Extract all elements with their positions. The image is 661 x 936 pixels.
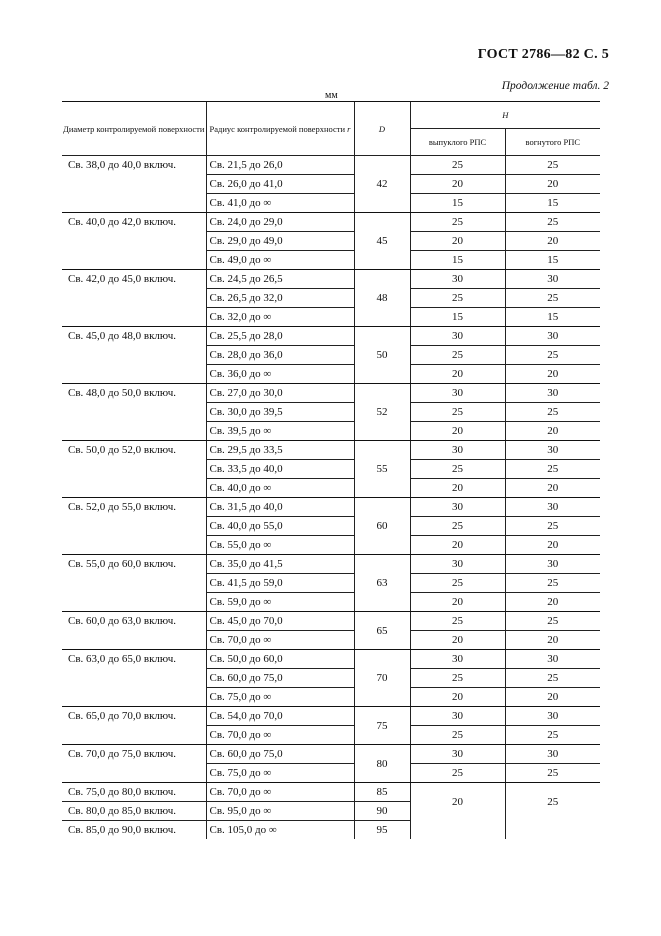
h-concave-cell: 30 bbox=[505, 498, 600, 517]
d-cell: 63 bbox=[354, 555, 410, 612]
h-concave-cell: 20 bbox=[505, 232, 600, 251]
d-cell: 52 bbox=[354, 384, 410, 441]
table-row bbox=[62, 498, 600, 517]
radius-cell: Св. 27,0 до 30,0 bbox=[206, 384, 354, 403]
h-convex-cell: 20 bbox=[410, 631, 505, 650]
h-convex-cell: 20 bbox=[410, 422, 505, 441]
table-row bbox=[62, 707, 600, 726]
diameter-cell: Св. 40,0 до 42,0 включ. bbox=[62, 213, 206, 270]
h-concave-cell: 25 bbox=[505, 346, 600, 365]
h-convex-cell: 20 bbox=[410, 536, 505, 555]
radius-cell: Св. 26,5 до 32,0 bbox=[206, 289, 354, 308]
h-concave-cell: 30 bbox=[505, 707, 600, 726]
diameter-cell: Св. 75,0 до 80,0 включ. bbox=[62, 783, 206, 802]
h-concave-cell: 30 bbox=[505, 650, 600, 669]
h-convex-cell: 20 bbox=[410, 175, 505, 194]
h-concave-cell: 30 bbox=[505, 555, 600, 574]
h-convex-cell: 25 bbox=[410, 403, 505, 422]
h-convex-cell: 30 bbox=[410, 384, 505, 403]
table-row bbox=[62, 156, 600, 175]
h-convex-cell: 25 bbox=[410, 289, 505, 308]
radius-cell: Св. 75,0 до ∞ bbox=[206, 688, 354, 707]
radius-cell: Св. 70,0 до ∞ bbox=[206, 783, 354, 802]
diameter-cell: Св. 60,0 до 63,0 включ. bbox=[62, 612, 206, 650]
h-concave-cell: 25 bbox=[505, 156, 600, 175]
radius-cell: Св. 95,0 до ∞ bbox=[206, 802, 354, 821]
radius-cell: Св. 54,0 до 70,0 bbox=[206, 707, 354, 726]
h-concave-cell: 25 bbox=[505, 726, 600, 745]
radius-cell: Св. 50,0 до 60,0 bbox=[206, 650, 354, 669]
radius-cell: Св. 70,0 до ∞ bbox=[206, 631, 354, 650]
d-cell: 65 bbox=[354, 612, 410, 650]
header-radius-symbol: r bbox=[347, 123, 351, 134]
d-cell: 45 bbox=[354, 213, 410, 270]
h-convex-cell: 30 bbox=[410, 707, 505, 726]
document-header: ГОСТ 2786—82 С. 5 bbox=[477, 47, 609, 62]
h-convex-cell: 15 bbox=[410, 251, 505, 270]
h-concave-cell: 25 bbox=[505, 289, 600, 308]
header-convex: выпуклого РПС bbox=[410, 129, 505, 156]
radius-cell: Св. 24,5 до 26,5 bbox=[206, 270, 354, 289]
radius-cell: Св. 33,5 до 40,0 bbox=[206, 460, 354, 479]
radius-cell: Св. 32,0 до ∞ bbox=[206, 308, 354, 327]
h-convex-cell: 20 bbox=[410, 479, 505, 498]
radius-cell: Св. 41,5 до 59,0 bbox=[206, 574, 354, 593]
radius-cell: Св. 60,0 до 75,0 bbox=[206, 745, 354, 764]
radius-cell: Св. 21,5 до 26,0 bbox=[206, 156, 354, 175]
h-concave-cell: 25 bbox=[505, 213, 600, 232]
diameter-cell: Св. 65,0 до 70,0 включ. bbox=[62, 707, 206, 745]
h-convex-cell: 25 bbox=[410, 669, 505, 688]
h-concave-cell: 25 bbox=[505, 403, 600, 422]
d-cell: 85 bbox=[354, 783, 410, 802]
radius-cell: Св. 35,0 до 41,5 bbox=[206, 555, 354, 574]
h-convex-cell: 30 bbox=[410, 745, 505, 764]
h-convex-cell: 25 bbox=[410, 764, 505, 783]
radius-cell: Св. 25,5 до 28,0 bbox=[206, 327, 354, 346]
radius-cell: Св. 26,0 до 41,0 bbox=[206, 175, 354, 194]
table-row bbox=[62, 650, 600, 669]
radius-cell: Св. 55,0 до ∞ bbox=[206, 536, 354, 555]
h-concave-cell: 20 bbox=[505, 593, 600, 612]
diameter-cell: Св. 80,0 до 85,0 включ. bbox=[62, 802, 206, 821]
table-row bbox=[62, 270, 600, 289]
header-radius-label: Радиус контролируемой поверхности bbox=[209, 123, 345, 134]
h-convex-cell: 15 bbox=[410, 308, 505, 327]
d-cell: 70 bbox=[354, 650, 410, 707]
h-concave-cell: 20 bbox=[505, 479, 600, 498]
table-row bbox=[62, 783, 600, 802]
d-cell: 55 bbox=[354, 441, 410, 498]
h-concave-cell: 25 bbox=[505, 764, 600, 783]
units-label: мм bbox=[325, 90, 338, 101]
radius-cell: Св. 30,0 до 39,5 bbox=[206, 403, 354, 422]
header-diameter: Диаметр контролируемой поверхности bbox=[62, 102, 206, 156]
h-convex-cell: 15 bbox=[410, 194, 505, 213]
h-concave-cell: 20 bbox=[505, 365, 600, 384]
diameter-cell: Св. 85,0 до 90,0 включ. bbox=[68, 824, 176, 836]
h-concave-cell: 25 bbox=[505, 612, 600, 631]
h-convex-cell: 25 bbox=[410, 213, 505, 232]
h-concave-cell: 25 bbox=[505, 783, 600, 840]
h-convex-cell: 25 bbox=[410, 612, 505, 631]
table-body bbox=[62, 156, 600, 840]
radius-cell: Св. 59,0 до ∞ bbox=[206, 593, 354, 612]
radius-cell: Св. 31,5 до 40,0 bbox=[206, 498, 354, 517]
h-concave-cell: 20 bbox=[505, 175, 600, 194]
d-cell: 95 bbox=[354, 821, 410, 840]
radius-cell: Св. 40,0 до 55,0 bbox=[206, 517, 354, 536]
diameter-cell: Св. 63,0 до 65,0 включ. bbox=[62, 650, 206, 707]
header-radius bbox=[206, 102, 354, 156]
h-convex-cell: 30 bbox=[410, 555, 505, 574]
radius-cell: Св. 29,5 до 33,5 bbox=[206, 441, 354, 460]
d-cell: 50 bbox=[354, 327, 410, 384]
h-concave-cell: 25 bbox=[505, 460, 600, 479]
header-h: H bbox=[410, 102, 600, 129]
diameter-cell: Св. 42,0 до 45,0 включ. bbox=[62, 270, 206, 327]
radius-cell: Св. 75,0 до ∞ bbox=[206, 764, 354, 783]
radius-cell: Св. 70,0 до ∞ bbox=[206, 726, 354, 745]
radius-cell: Св. 49,0 до ∞ bbox=[206, 251, 354, 270]
d-cell: 75 bbox=[354, 707, 410, 745]
d-cell: 60 bbox=[354, 498, 410, 555]
h-concave-cell: 30 bbox=[505, 441, 600, 460]
radius-cell: Св. 28,0 до 36,0 bbox=[206, 346, 354, 365]
h-concave-cell: 15 bbox=[505, 194, 600, 213]
radius-cell: Св. 41,0 до ∞ bbox=[206, 194, 354, 213]
radius-cell: Св. 29,0 до 49,0 bbox=[206, 232, 354, 251]
table-row bbox=[62, 213, 600, 232]
h-concave-cell: 30 bbox=[505, 270, 600, 289]
h-convex-cell: 20 bbox=[410, 593, 505, 612]
d-cell: 42 bbox=[354, 156, 410, 213]
h-concave-cell: 30 bbox=[505, 384, 600, 403]
h-convex-cell: 20 bbox=[410, 232, 505, 251]
table-row bbox=[62, 612, 600, 631]
radius-cell: Св. 60,0 до 75,0 bbox=[206, 669, 354, 688]
table-continuation-label: Продолжение табл. 2 bbox=[501, 80, 609, 92]
diameter-cell: Св. 38,0 до 40,0 включ. bbox=[62, 156, 206, 213]
d-cell: 80 bbox=[354, 745, 410, 783]
dimensions-table bbox=[62, 101, 600, 839]
radius-cell: Св. 24,0 до 29,0 bbox=[206, 213, 354, 232]
radius-cell: Св. 45,0 до 70,0 bbox=[206, 612, 354, 631]
h-concave-cell: 20 bbox=[505, 536, 600, 555]
diameter-cell: Св. 52,0 до 55,0 включ. bbox=[62, 498, 206, 555]
h-concave-cell: 15 bbox=[505, 251, 600, 270]
diameter-cell: Св. 45,0 до 48,0 включ. bbox=[62, 327, 206, 384]
h-convex-cell: 25 bbox=[410, 460, 505, 479]
h-concave-cell: 25 bbox=[505, 574, 600, 593]
diameter-cell: Св. 48,0 до 50,0 включ. bbox=[62, 384, 206, 441]
h-concave-cell: 30 bbox=[505, 745, 600, 764]
table-row bbox=[62, 441, 600, 460]
radius-cell: Св. 36,0 до ∞ bbox=[206, 365, 354, 384]
radius-cell: Св. 39,5 до ∞ bbox=[206, 422, 354, 441]
h-convex-cell: 30 bbox=[410, 498, 505, 517]
diameter-cell: Св. 70,0 до 75,0 включ. bbox=[62, 745, 206, 783]
h-concave-cell: 25 bbox=[505, 517, 600, 536]
h-convex-cell: 30 bbox=[410, 327, 505, 346]
table-row bbox=[62, 327, 600, 346]
h-convex-cell: 25 bbox=[410, 517, 505, 536]
radius-cell: Св. 105,0 до ∞ bbox=[206, 821, 354, 840]
h-convex-cell: 25 bbox=[410, 346, 505, 365]
h-convex-cell: 30 bbox=[410, 441, 505, 460]
h-convex-cell: 25 bbox=[410, 156, 505, 175]
table-row bbox=[62, 745, 600, 764]
h-convex-cell: 25 bbox=[410, 574, 505, 593]
h-concave-cell: 20 bbox=[505, 631, 600, 650]
header-d: D bbox=[354, 102, 410, 156]
header-concave: вогнутого РПС bbox=[505, 129, 600, 156]
h-concave-cell: 25 bbox=[505, 669, 600, 688]
diameter-cell: Св. 55,0 до 60,0 включ. bbox=[62, 555, 206, 612]
radius-cell: Св. 40,0 до ∞ bbox=[206, 479, 354, 498]
diameter-cell: Св. 50,0 до 52,0 включ. bbox=[62, 441, 206, 498]
h-concave-cell: 20 bbox=[505, 422, 600, 441]
h-convex-cell: 20 bbox=[410, 783, 505, 840]
h-concave-cell: 15 bbox=[505, 308, 600, 327]
table-row bbox=[62, 384, 600, 403]
d-cell: 48 bbox=[354, 270, 410, 327]
h-concave-cell: 30 bbox=[505, 327, 600, 346]
table-header bbox=[62, 102, 600, 156]
h-convex-cell: 20 bbox=[410, 688, 505, 707]
h-concave-cell: 20 bbox=[505, 688, 600, 707]
table-row bbox=[62, 555, 600, 574]
h-convex-cell: 30 bbox=[410, 650, 505, 669]
h-convex-cell: 30 bbox=[410, 270, 505, 289]
d-cell: 90 bbox=[354, 802, 410, 821]
h-convex-cell: 20 bbox=[410, 365, 505, 384]
h-convex-cell: 25 bbox=[410, 726, 505, 745]
